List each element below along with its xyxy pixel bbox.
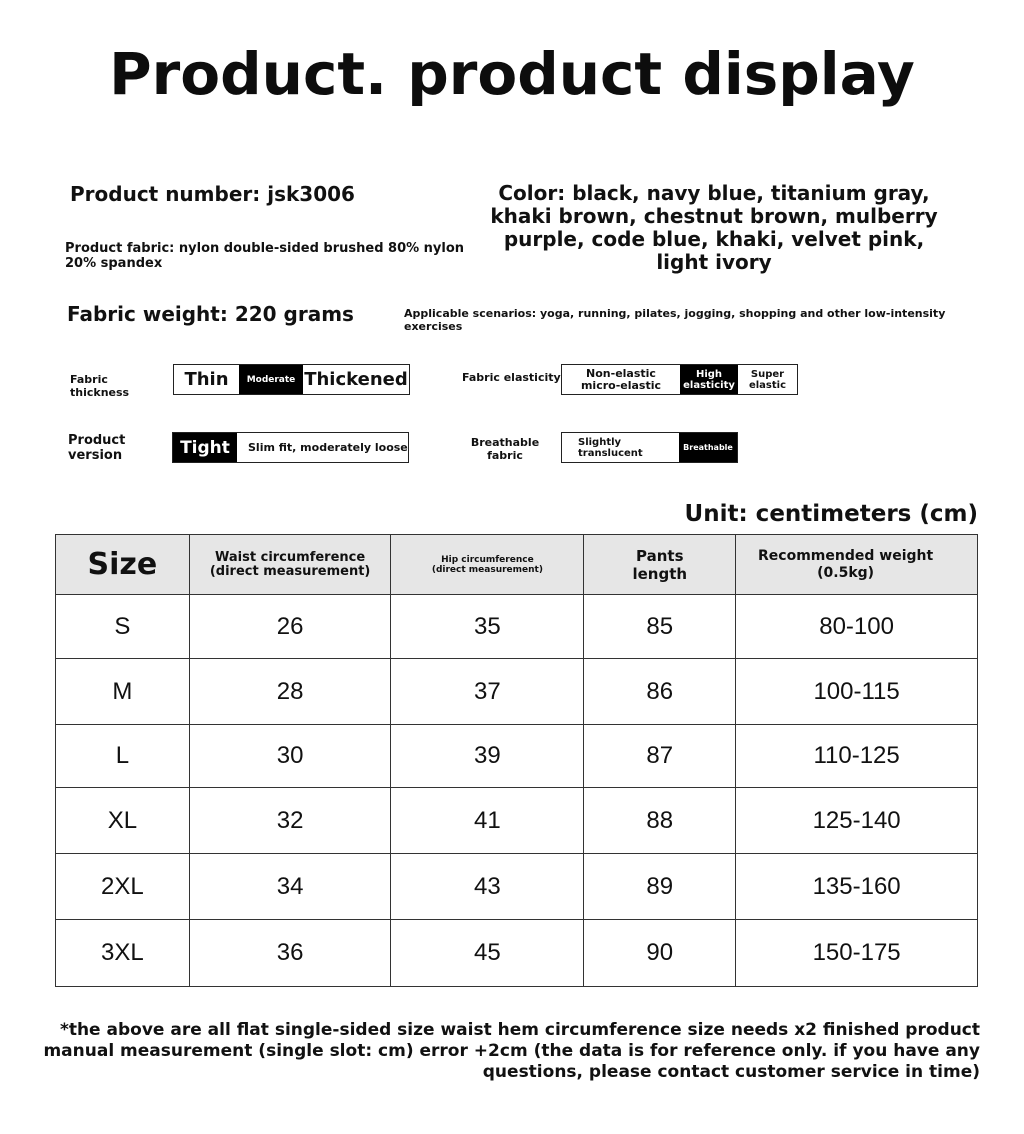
elasticity-option-non-elastic: Non-elastic micro-elastic [580, 366, 662, 392]
cell-waist: 30 [189, 725, 391, 788]
header-hip: Hip circumference (direct measurement) [391, 535, 584, 595]
measurement-note: *the above are all flat single-sided size waist hem circumference size needs x2 finished product manual measurement (single slot: cm) error +2cm (the data is for reference only. if you have any questions, please contact customer service in time) [43, 1020, 980, 1082]
cell-size: L [56, 725, 190, 788]
cell-waist: 26 [189, 595, 391, 659]
cell-size: M [56, 659, 190, 725]
cell-weight: 110-125 [736, 725, 978, 788]
cell-weight: 100-115 [736, 659, 978, 725]
product-fabric: Product fabric: nylon double-sided brushed 80% nylon 20% spandex [65, 241, 465, 271]
cell-pants-length: 87 [584, 725, 736, 788]
table-row [56, 595, 978, 659]
cell-hip: 35 [391, 595, 584, 659]
cell-weight: 125-140 [736, 788, 978, 854]
size-table [55, 534, 978, 987]
elasticity-scale [561, 364, 798, 395]
cell-waist: 32 [189, 788, 391, 854]
applicable-scenarios: Applicable scenarios: yoga, running, pilates, jogging, shopping and other low-intensity exercises [404, 307, 946, 333]
cell-hip: 41 [391, 788, 584, 854]
thickness-label: Fabric thickness [70, 373, 130, 399]
cell-size: 2XL [56, 854, 190, 920]
version-label: Product version [68, 433, 126, 463]
cell-size: 3XL [56, 920, 190, 987]
table-row [56, 854, 978, 920]
cell-hip: 45 [391, 920, 584, 987]
cell-pants-length: 88 [584, 788, 736, 854]
cell-pants-length: 90 [584, 920, 736, 987]
cell-waist: 36 [189, 920, 391, 987]
cell-size: XL [56, 788, 190, 854]
elasticity-label: Fabric elasticity [462, 371, 561, 384]
table-row [56, 788, 978, 854]
cell-pants-length: 89 [584, 854, 736, 920]
elasticity-option-super: Super elastic [748, 368, 787, 391]
cell-pants-length: 85 [584, 595, 736, 659]
cell-weight: 80-100 [736, 595, 978, 659]
elasticity-option-high: High elasticity [680, 365, 738, 394]
thickness-scale [173, 364, 410, 395]
cell-size: S [56, 595, 190, 659]
product-number: Product number: jsk3006 [70, 182, 355, 206]
header-size: Size [56, 535, 190, 595]
page-title: Product. product display [109, 40, 915, 108]
cell-pants-length: 86 [584, 659, 736, 725]
breathable-option-breathable: Breathable [679, 433, 737, 462]
table-row [56, 659, 978, 725]
cell-hip: 37 [391, 659, 584, 725]
header-waist: Waist circumference (direct measurement) [189, 535, 391, 595]
thickness-option-thickened: Thickened [304, 369, 408, 390]
unit-label: Unit: centimeters (cm) [684, 501, 978, 527]
header-recommended-weight: Recommended weight (0.5kg) [736, 535, 978, 595]
breathable-label: Breathable fabric [470, 436, 540, 462]
cell-waist: 34 [189, 854, 391, 920]
version-option-slim-fit: Slim fit, moderately loose [248, 441, 408, 454]
table-row [56, 920, 978, 987]
cell-weight: 135-160 [736, 854, 978, 920]
version-scale [172, 432, 409, 463]
cell-weight: 150-175 [736, 920, 978, 987]
thickness-option-thin: Thin [184, 369, 229, 390]
color-list: Color: black, navy blue, titanium gray, khaki brown, chestnut brown, mulberry purple, code blue, khaki, velvet pink, light ivory [490, 181, 938, 274]
thickness-option-moderate: Moderate [239, 365, 303, 394]
breathable-scale [561, 432, 738, 463]
cell-hip: 43 [391, 854, 584, 920]
fabric-weight: Fabric weight: 220 grams [67, 302, 354, 326]
table-row [56, 725, 978, 788]
cell-waist: 28 [189, 659, 391, 725]
version-option-tight: Tight [173, 433, 237, 462]
size-table-header-row [56, 535, 978, 595]
size-table-body [56, 595, 978, 987]
breathable-option-translucent: Slightly translucent [578, 436, 643, 459]
header-pants-length: Pants length [584, 535, 736, 595]
cell-hip: 39 [391, 725, 584, 788]
